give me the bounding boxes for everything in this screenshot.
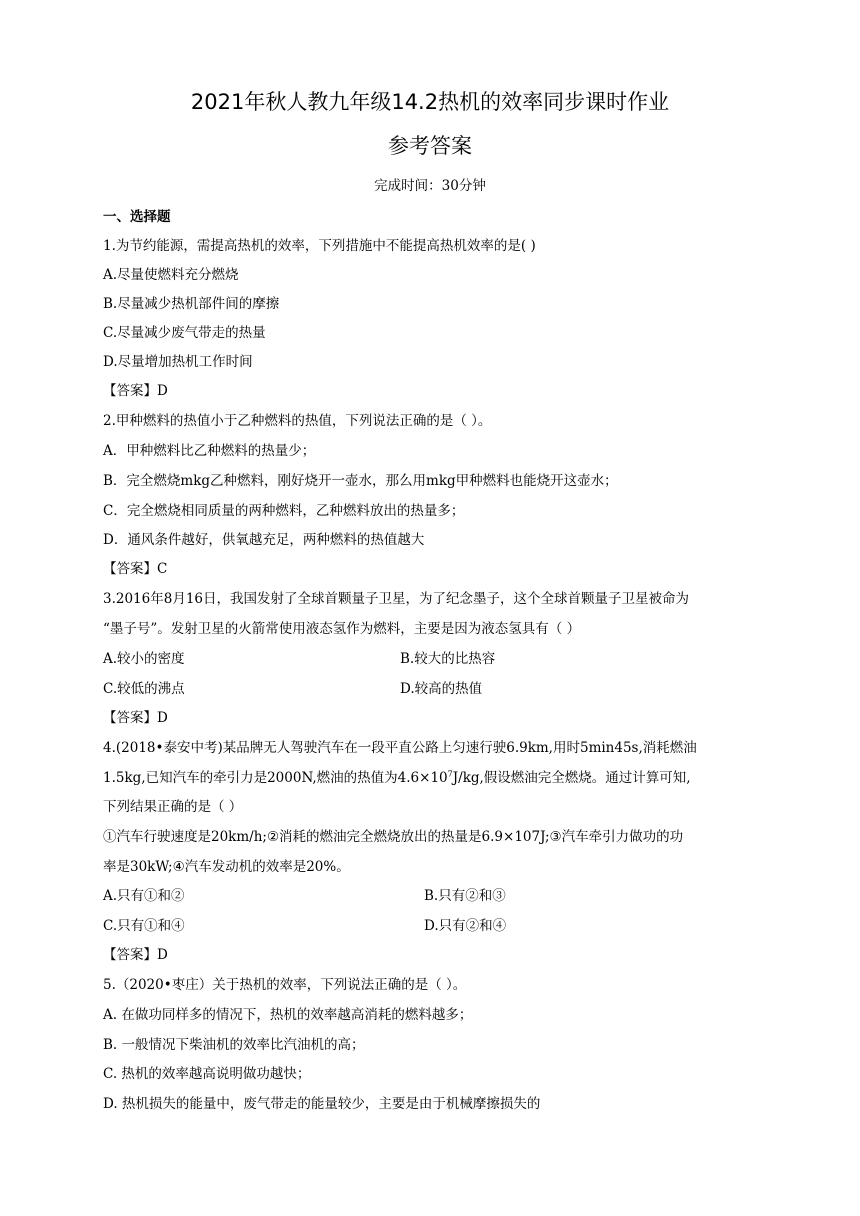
q4-exponent: 7	[447, 769, 453, 779]
q2-option-c: C．完全燃烧相同质量的两种燃料，乙种燃料放出的热量多；	[103, 503, 465, 519]
q4-option-d: D.只有②和④	[424, 918, 507, 934]
q5-stem: 5.（2020•枣庄）关于热机的效率，下列说法正确的是（ ）。	[103, 977, 467, 993]
q3-stem-line2: “墨子号”。发射卫星的火箭常使用液态氢作为燃料，主要是因为液态氢具有（ ）	[103, 621, 581, 637]
q1-option-d: D.尽量增加热机工作时间	[103, 354, 253, 370]
q3-option-d: D.较高的热值	[400, 681, 483, 697]
q1-option-a: A.尽量使燃料充分燃烧	[103, 267, 239, 283]
q5-option-a: A. 在做功同样多的情况下，热机的效率越高消耗的燃料越多；	[103, 1007, 473, 1023]
q1-option-b: B.尽量减少热机部件间的摩擦	[103, 296, 280, 312]
document-subtitle: 参考答案	[388, 134, 472, 158]
time-limit: 完成时间：30分钟	[374, 178, 486, 194]
document-title: 2021年秋人教九年级14.2热机的效率同步课时作业	[190, 90, 670, 114]
section-heading: 一、选择题	[103, 209, 171, 225]
q3-answer: 【答案】D	[103, 710, 168, 726]
q2-option-d: D．通风条件越好，供氧越充足，两种燃料的热值越大	[103, 532, 425, 548]
q4-stem-line2	[103, 766, 691, 786]
q5-option-d: D. 热机损失的能量中，废气带走的能量较少，主要是由于机械摩擦损失的	[103, 1096, 541, 1112]
q1-stem: 1.为节约能源，需提高热机的效率，下列措施中不能提高热机效率的是( )	[103, 238, 536, 254]
q4-stem-line4: ①汽车行驶速度是20km/h;②消耗的燃油完全燃烧放出的热量是6.9×107J;③汽车牵引力做功的功	[103, 829, 684, 845]
q5-option-b: B. 一般情况下柴油机的效率比汽油机的高；	[103, 1037, 365, 1053]
q4-option-b: B.只有②和③	[424, 888, 506, 904]
q3-option-b: B.较大的比热容	[400, 651, 496, 667]
q4-answer: 【答案】D	[103, 947, 168, 963]
q3-option-c: C.较低的沸点	[103, 681, 185, 697]
q5-option-c: C. 热机的效率越高说明做功越快；	[103, 1066, 311, 1082]
q2-stem: 2.甲种燃料的热值小于乙种燃料的热值，下列说法正确的是（ ）。	[103, 413, 492, 429]
q1-answer: 【答案】D	[103, 383, 168, 399]
q4-option-c: C.只有①和④	[103, 918, 185, 934]
q4-option-a: A.只有①和②	[103, 888, 185, 904]
q3-stem-line1: 3.2016年8月16日，我国发射了全球首颗量子卫星，为了纪念墨子，这个全球首颗量子卫星被命为	[103, 591, 690, 607]
q2-option-a: A．甲种燃料比乙种燃料的热量少；	[103, 443, 316, 459]
q4-stem-line2-post: J/kg,假设燃油完全燃烧。通过计算可知,	[452, 770, 691, 786]
q4-stem-line2-pre: 1.5kg,已知汽车的牵引力是2000N,燃油的热值为4.6×10	[103, 770, 448, 786]
q2-answer: 【答案】C	[103, 561, 168, 577]
q2-option-b: B．完全燃烧mkg乙种燃料，刚好烧开一壶水，那么用mkg甲种燃料也能烧开这壶水；	[103, 473, 618, 489]
q4-stem-line3: 下列结果正确的是（ ）	[103, 799, 243, 815]
q3-option-a: A.较小的密度	[103, 651, 185, 667]
q4-stem-line5: 率是30kW;④汽车发动机的效率是20%。	[103, 859, 350, 875]
q4-stem-line1: 4.(2018•泰安中考)某品牌无人驾驶汽车在一段平直公路上匀速行驶6.9km,用时5min45s,消耗燃油	[103, 740, 697, 756]
q1-option-c: C.尽量减少废气带走的热量	[103, 325, 266, 341]
